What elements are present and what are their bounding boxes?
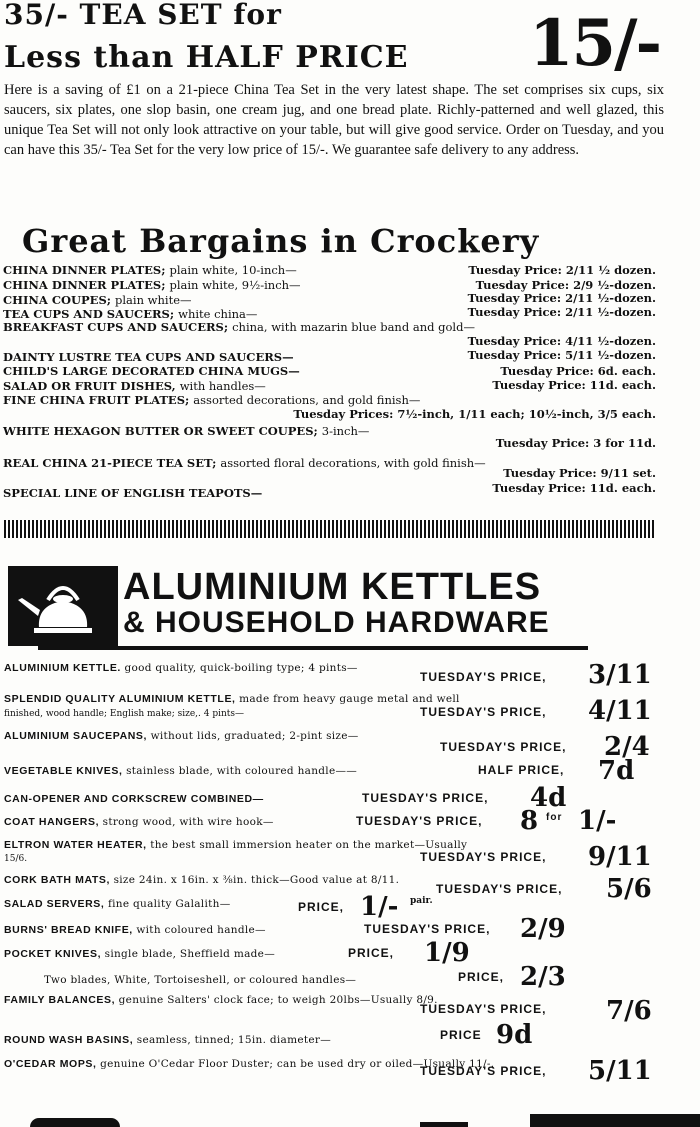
- crockery-item: CHINA DINNER PLATES; plain white, 10-inch—: [3, 263, 297, 277]
- item-price: 2/3: [520, 962, 566, 992]
- crockery-item: DAINTY LUSTRE TEA CUPS AND SAUCERS—: [3, 350, 294, 364]
- crockery-price: Tuesday Price: 2/9 ½-dozen.: [475, 278, 656, 292]
- crockery-price: Tuesday Price: 9/11 set.: [503, 466, 656, 480]
- banner-title: ALUMINIUM KETTLES: [123, 566, 542, 608]
- item-for: for: [546, 812, 563, 823]
- hardware-item: O'CEDAR MOPS, genuine O'Cedar Floor Duster; can be used dry or oiled—Usually 11/-.: [4, 1058, 495, 1070]
- hardware-item: COAT HANGERS, strong wood, with wire hook—: [4, 816, 274, 828]
- crockery-price: Tuesday Price: 11d. each.: [492, 481, 656, 495]
- hardware-item: FAMILY BALANCES, genuine Salters' clock face; to weigh 20lbs—Usually 8/9.: [4, 994, 438, 1006]
- price-label: TUESDAY'S PRICE,: [436, 882, 563, 896]
- crockery-price: Tuesday Price: 3 for 11d.: [495, 436, 656, 450]
- item-price: 9/11: [588, 842, 652, 872]
- item-suffix: pair.: [410, 896, 433, 906]
- item-price: 1/9: [424, 938, 470, 968]
- price-label: TUESDAY'S PRICE,: [420, 1064, 547, 1078]
- price-label: TUESDAY'S PRICE,: [420, 670, 547, 684]
- price-label: TUESDAY'S PRICE,: [420, 1002, 547, 1016]
- price-label: TUESDAY'S PRICE,: [440, 740, 567, 754]
- hardware-item: ELTRON WATER HEATER, the best small immersion heater on the market—Usually: [4, 839, 468, 851]
- hardware-item: ALUMINIUM SAUCEPANS, without lids, graduated; 2-pint size—: [4, 730, 359, 742]
- item-price: 5/11: [588, 1056, 652, 1086]
- headline-half-price: Less than HALF PRICE: [4, 40, 409, 75]
- item-quantity: 8: [520, 806, 539, 836]
- crockery-item: SPECIAL LINE OF ENGLISH TEAPOTS—: [3, 486, 263, 500]
- crockery-title: Great Bargains in Crockery: [22, 222, 540, 260]
- item-price: 4/11: [588, 696, 652, 726]
- crockery-price: Tuesday Price: 6d. each.: [500, 364, 656, 378]
- price-label: TUESDAY'S PRICE,: [362, 791, 489, 805]
- crockery-price: Tuesday Prices: 7½-inch, 1/11 each; 10½-inch, 3/5 each.: [293, 407, 656, 421]
- item-note: 15/6.: [4, 854, 28, 864]
- item-price: 2/4: [604, 732, 650, 762]
- item-price: 4d: [530, 783, 567, 813]
- hardware-item: SPLENDID QUALITY ALUMINIUM KETTLE, made from heavy gauge metal and well: [4, 693, 460, 705]
- crockery-item: CHILD'S LARGE DECORATED CHINA MUGS—: [3, 364, 300, 378]
- hardware-item: SALAD SERVERS, fine quality Galalith—: [4, 898, 231, 910]
- hardware-item: ALUMINIUM KETTLE. good quality, quick-boiling type; 4 pints—: [4, 662, 358, 674]
- item-price: 2/9: [520, 914, 566, 944]
- item-price: 3/11: [588, 660, 652, 690]
- next-ad-fragment: [530, 1114, 700, 1127]
- hardware-item: Two blades, White, Tortoiseshell, or coloured handles—: [44, 974, 357, 986]
- headline-tea-set: 35/- TEA SET for: [4, 0, 282, 31]
- hardware-item: VEGETABLE KNIVES, stainless blade, with coloured handle——: [4, 765, 358, 777]
- hardware-item: ROUND WASH BASINS, seamless, tinned; 15in. diameter—: [4, 1034, 332, 1046]
- hardware-item: BURNS' BREAD KNIFE, with coloured handle—: [4, 924, 266, 936]
- crockery-item: CHINA COUPES; plain white—: [3, 293, 192, 307]
- item-price: 7d: [598, 756, 635, 786]
- tea-set-description: Here is a saving of £1 on a 21-piece China Tea Set in the very latest shape. The set comprises six cups, six saucers, six plates, one slop basin, one cream jug, and one bread plate. Richly-patterned and well glazed, this unique Tea Set will not only look attractive on your table, but will give good service. Order on Tuesday, and you can have this 35/- Tea Set for the very low price of 15/-. We guarantee safe delivery to any address.: [4, 82, 664, 158]
- hardware-item: CORK BATH MATS, size 24in. x 16in. x ⅜in. thick—Good value at 8/11.: [4, 874, 400, 886]
- crockery-item: FINE CHINA FRUIT PLATES; assorted decorations, and gold finish—: [3, 393, 421, 407]
- crockery-item: SALAD OR FRUIT DISHES, with handles—: [3, 379, 266, 393]
- price-label: PRICE,: [348, 946, 395, 960]
- banner-subtitle: & HOUSEHOLD HARDWARE: [123, 606, 550, 639]
- hatched-divider: [4, 520, 654, 538]
- hardware-item: CAN-OPENER AND CORKSCREW COMBINED—: [4, 793, 264, 805]
- crockery-price: Tuesday Price: 2/11 ½-dozen.: [467, 291, 656, 305]
- crockery-item: WHITE HEXAGON BUTTER OR SWEET COUPES; 3-inch—: [3, 424, 370, 438]
- price-label: HALF PRICE,: [478, 763, 565, 777]
- crockery-price: Tuesday Price: 11d. each.: [492, 378, 656, 392]
- crockery-price: Tuesday Price: 2/11 ½-dozen.: [467, 305, 656, 319]
- price-label: PRICE,: [458, 970, 505, 984]
- crockery-item: CHINA DINNER PLATES; plain white, 9½-inch—: [3, 278, 301, 292]
- kettle-icon: [8, 566, 118, 646]
- next-ad-fragment: [30, 1118, 120, 1127]
- crockery-item: REAL CHINA 21-PIECE TEA SET; assorted floral decorations, with gold finish—: [3, 456, 486, 470]
- item-price: 5/6: [606, 874, 652, 904]
- price-label: TUESDAY'S PRICE,: [356, 814, 483, 828]
- price-label: TUESDAY'S PRICE,: [420, 705, 547, 719]
- item-price: 9d: [496, 1020, 533, 1050]
- hardware-item: POCKET KNIVES, single blade, Sheffield made—: [4, 948, 275, 960]
- price-label: PRICE,: [298, 900, 345, 914]
- item-price: 7/6: [606, 996, 652, 1026]
- item-note: finished, wood handle; English make; size,. 4 pints—: [4, 709, 245, 719]
- crockery-price: Tuesday Price: 2/11 ½ dozen.: [468, 263, 656, 277]
- hardware-banner: [8, 562, 588, 648]
- price-label: PRICE: [440, 1028, 482, 1042]
- crockery-item: BREAKFAST CUPS AND SAUCERS; china, with mazarin blue band and gold—: [3, 320, 475, 334]
- tea-set-big-price: 15/-: [529, 6, 660, 81]
- price-label: TUESDAY'S PRICE,: [420, 850, 547, 864]
- price-label: TUESDAY'S PRICE,: [364, 922, 491, 936]
- crockery-price: Tuesday Price: 4/11 ½-dozen.: [467, 334, 656, 348]
- next-ad-fragment: [420, 1122, 468, 1127]
- crockery-price: Tuesday Price: 5/11 ½-dozen.: [467, 348, 656, 362]
- item-price: 1/-: [360, 892, 399, 922]
- item-price: 1/-: [578, 806, 617, 836]
- crockery-item: TEA CUPS AND SAUCERS; white china—: [3, 307, 258, 321]
